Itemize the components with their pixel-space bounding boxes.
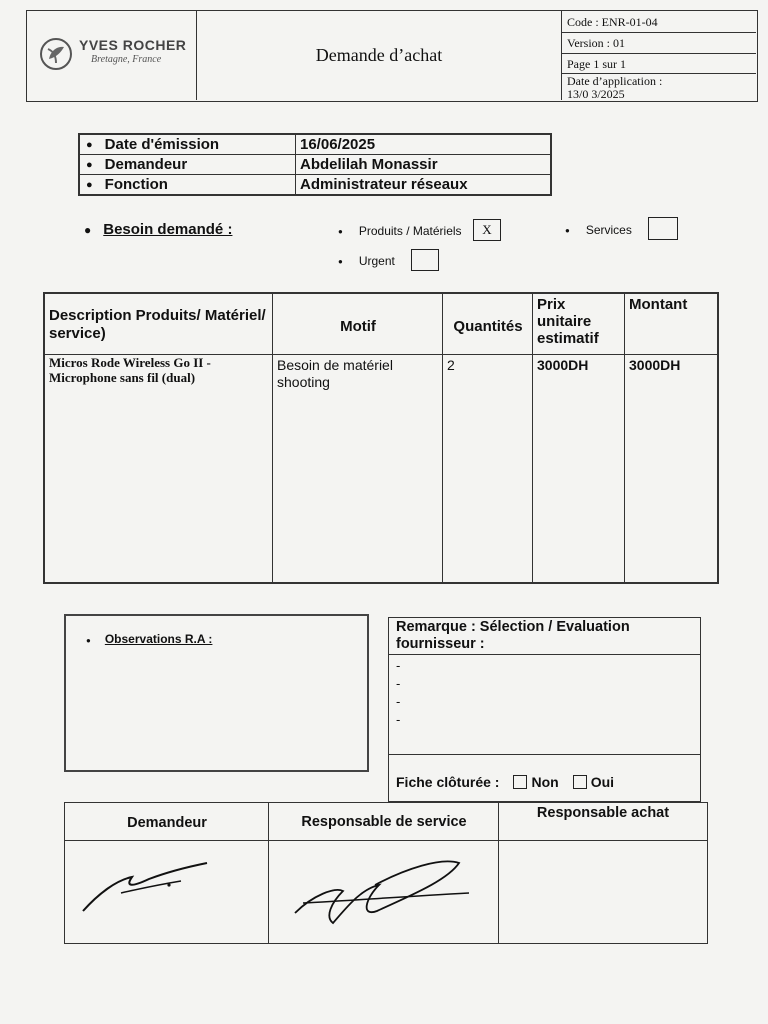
header-prix: Prix unitaire estimatif	[537, 296, 599, 347]
services-checkbox[interactable]	[648, 217, 678, 240]
responsable-service-signature-icon	[285, 851, 485, 936]
application-date-label: Date d’application :	[567, 74, 663, 88]
logo-cell	[27, 11, 197, 100]
yves-rocher-logo-icon	[39, 37, 73, 71]
demandeur-signature-icon	[77, 853, 217, 918]
document-header	[26, 10, 758, 102]
remarque-box	[388, 617, 701, 802]
remarque-line: -	[396, 712, 401, 727]
info-value: Administrateur réseaux	[300, 176, 468, 193]
info-value: 16/06/2025	[300, 136, 376, 153]
responsable-achat-header: Responsable achat	[536, 805, 670, 821]
non-label: Non	[531, 774, 559, 790]
option-services: ● Services	[565, 223, 632, 237]
urgent-label: Urgent	[358, 254, 395, 268]
header-quantites: Quantités	[453, 318, 523, 335]
header-motif: Motif	[340, 318, 376, 335]
observations-label: ● Observations R.A :	[86, 632, 213, 646]
observations-box	[64, 614, 369, 772]
item-prix: 3000DH	[537, 357, 589, 373]
info-row	[80, 135, 550, 155]
remarque-line: -	[396, 694, 401, 709]
doc-version: Version : 01	[562, 33, 756, 54]
item-montant: 3000DH	[629, 357, 681, 373]
application-date-value: 13/0 3/2025	[567, 87, 625, 101]
brand-tagline: Bretagne, France	[91, 54, 162, 65]
signature-table	[64, 802, 708, 944]
remarque-line: -	[396, 676, 401, 691]
option-produits: ● Produits / Matériels	[338, 224, 462, 238]
demandeur-header: Demandeur	[127, 815, 207, 831]
items-table	[43, 292, 719, 584]
doc-application-date	[562, 74, 756, 101]
remarque-line: -	[396, 658, 401, 673]
document-title: Demande d’achat	[197, 11, 562, 100]
fiche-cloturee	[396, 774, 614, 790]
remarque-title: Remarque : Sélection / Evaluation fournisseur :	[396, 619, 630, 652]
non-checkbox[interactable]	[513, 775, 527, 789]
info-row	[80, 155, 550, 175]
option-urgent: ● Urgent	[338, 254, 395, 268]
info-label: ● Demandeur	[80, 155, 296, 174]
header-montant: Montant	[629, 296, 688, 313]
doc-code: Code : ENR-01-04	[562, 11, 756, 33]
brand-name: YVES ROCHER	[79, 37, 187, 53]
item-description: Micros Rode Wireless Go II -Microphone sans fil (dual)	[49, 355, 211, 385]
info-label: ● Fonction	[80, 175, 296, 194]
info-label: ● Date d'émission	[80, 135, 296, 154]
info-value: Abdelilah Monassir	[300, 156, 438, 173]
responsable-service-header: Responsable de service	[301, 814, 467, 830]
item-motif: Besoin de matériel shooting	[277, 357, 393, 390]
besoin-heading: ● Besoin demandé :	[84, 221, 233, 238]
oui-checkbox[interactable]	[573, 775, 587, 789]
doc-page: Page 1 sur 1	[562, 54, 756, 74]
oui-label: Oui	[590, 774, 615, 790]
header-description: Description Produits/ Matériel/ service)	[49, 307, 266, 342]
fiche-label: Fiche clôturée :	[396, 774, 500, 790]
item-quantite: 2	[447, 357, 455, 373]
services-label: Services	[585, 223, 632, 237]
info-row	[80, 175, 550, 194]
produits-label: Produits / Matériels	[358, 224, 462, 238]
urgent-checkbox[interactable]	[411, 249, 439, 271]
produits-checkbox[interactable]: X	[473, 219, 501, 241]
requester-info-table	[78, 133, 552, 196]
remarque-lines	[396, 657, 400, 729]
